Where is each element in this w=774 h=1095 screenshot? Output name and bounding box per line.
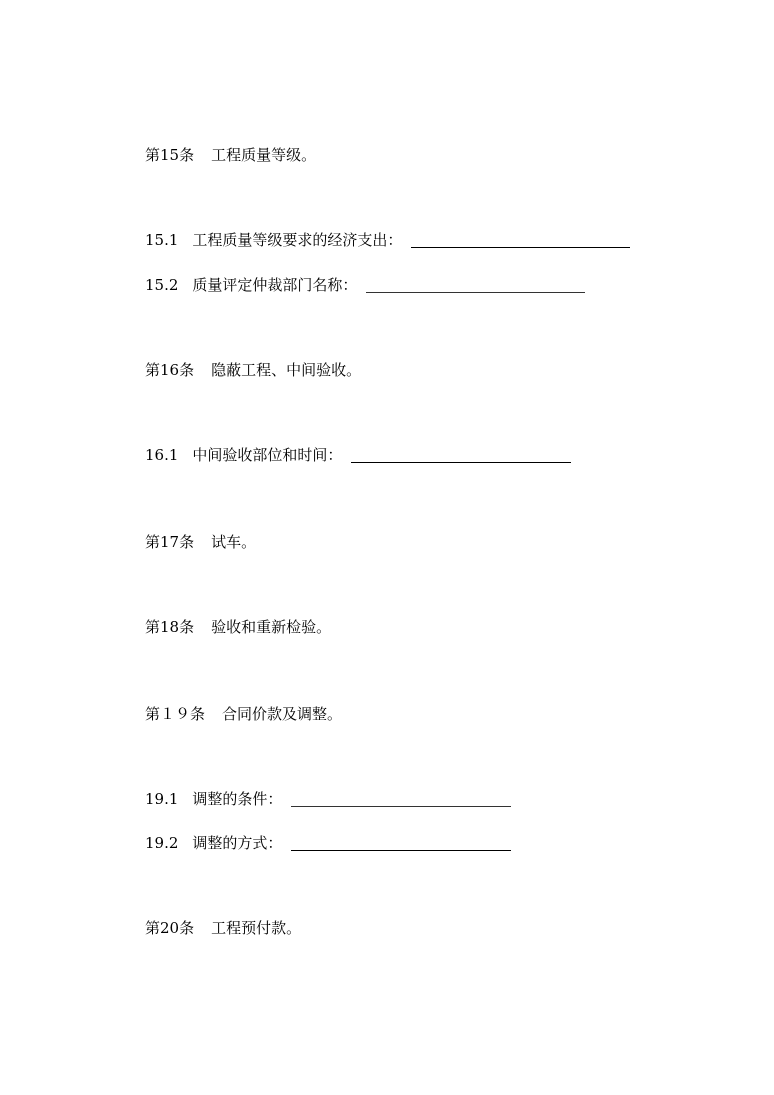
clause-number: 15.2 — [145, 276, 179, 294]
article-18-heading — [145, 617, 331, 637]
article-title: 隐蔽工程、中间验收。 — [211, 361, 362, 379]
clause-text: 中间验收部位和时间： — [192, 446, 343, 464]
clause-number: 19.1 — [145, 790, 179, 808]
fill-in-blank[interactable] — [291, 806, 511, 807]
article-title: 合同价款及调整。 — [222, 705, 343, 723]
clause-15-2 — [145, 275, 585, 295]
article-label: 第20条 — [145, 919, 195, 937]
article-16-heading — [145, 360, 361, 380]
article-title: 工程质量等级。 — [211, 146, 317, 164]
fill-in-blank[interactable] — [291, 850, 511, 851]
article-15-heading — [145, 145, 316, 165]
clause-number: 16.1 — [145, 446, 179, 464]
article-label: 第１９条 — [145, 705, 206, 723]
fill-in-blank[interactable] — [366, 292, 585, 293]
clause-number: 15.1 — [145, 231, 179, 249]
fill-in-blank[interactable] — [351, 462, 571, 463]
clause-15-1 — [145, 230, 630, 250]
article-title: 试车。 — [211, 533, 257, 551]
article-20-heading — [145, 918, 301, 938]
article-label: 第16条 — [145, 361, 195, 379]
article-19-heading — [145, 704, 342, 724]
article-label: 第17条 — [145, 533, 195, 551]
clause-16-1 — [145, 445, 571, 465]
article-label: 第18条 — [145, 618, 195, 636]
article-title: 验收和重新检验。 — [211, 618, 332, 636]
clause-text: 调整的条件： — [192, 790, 283, 808]
fill-in-blank[interactable] — [411, 247, 630, 248]
article-17-heading — [145, 532, 256, 552]
article-title: 工程预付款。 — [211, 919, 302, 937]
clause-number: 19.2 — [145, 834, 179, 852]
clause-text: 工程质量等级要求的经济支出： — [192, 231, 403, 249]
clause-19-1 — [145, 789, 511, 809]
clause-text: 质量评定仲裁部门名称： — [192, 276, 358, 294]
clause-text: 调整的方式： — [192, 834, 283, 852]
article-label: 第15条 — [145, 146, 195, 164]
clause-19-2 — [145, 833, 511, 853]
